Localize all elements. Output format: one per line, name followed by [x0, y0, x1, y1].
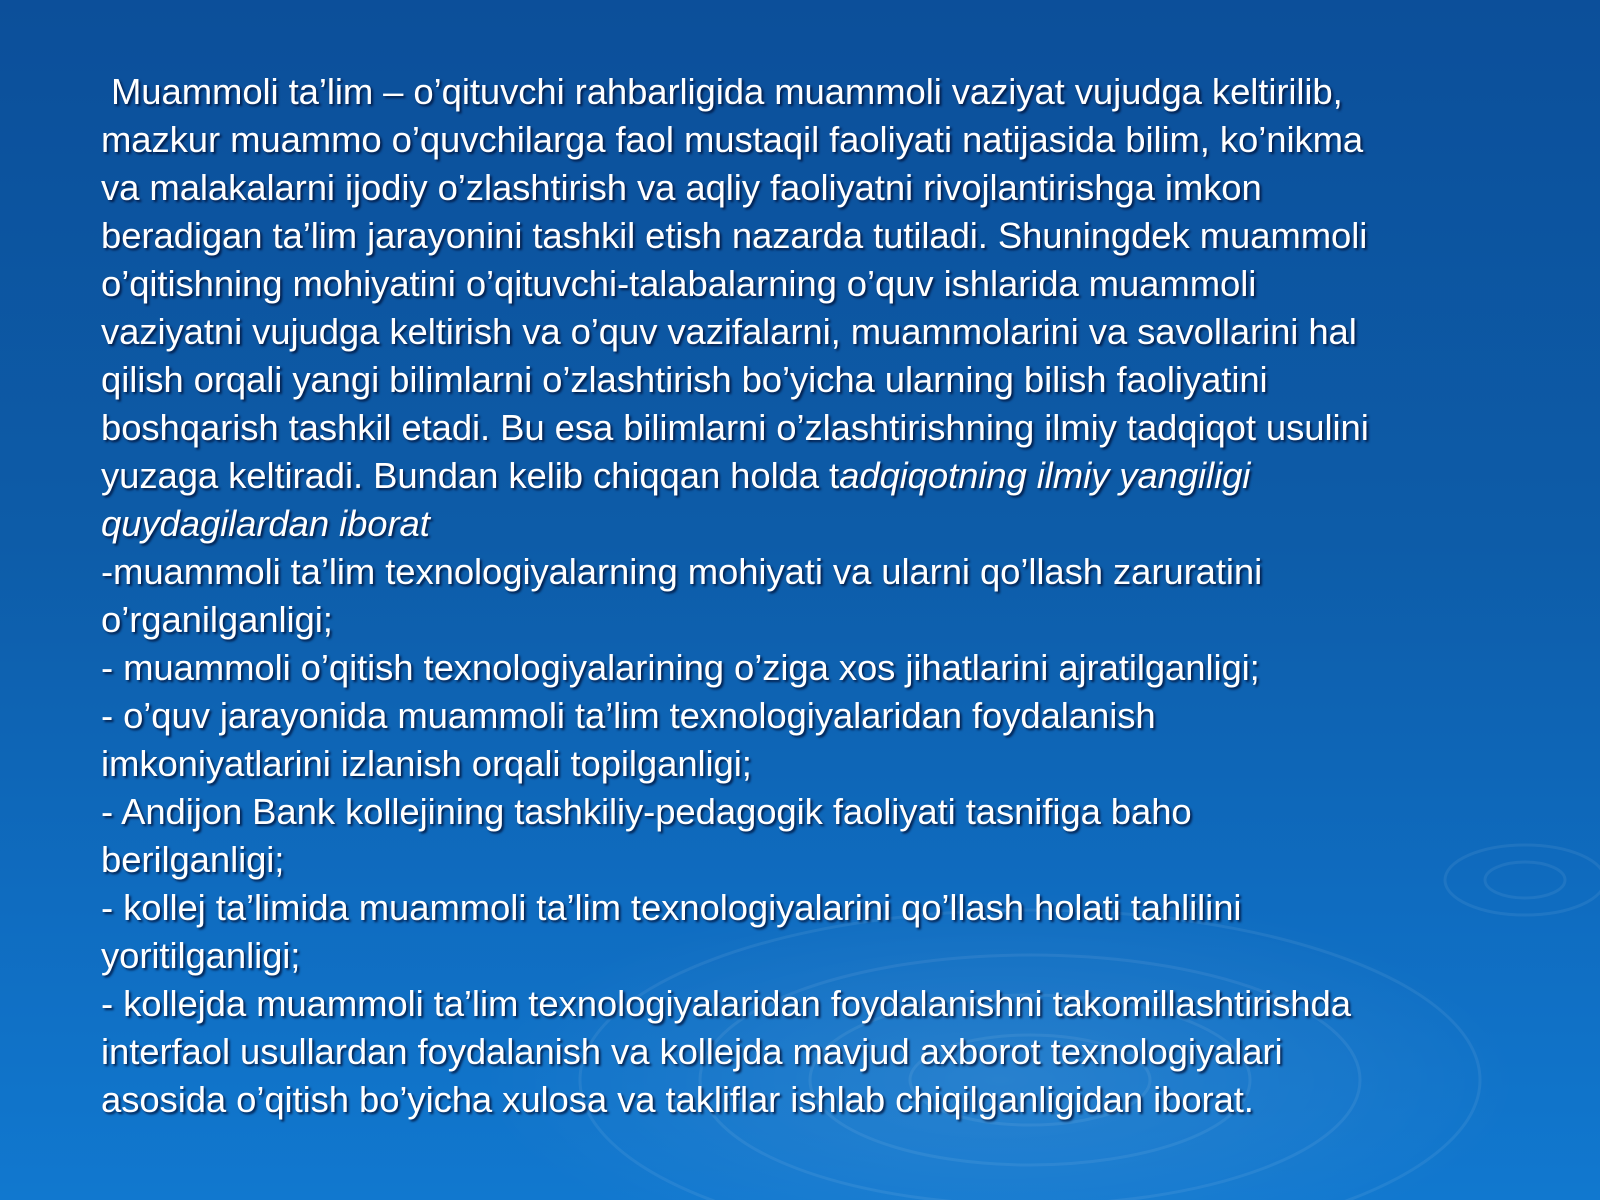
- paragraph-line: boshqarish tashkil etadi. Bu esa bilimlarni o’zlashtirishning ilmiy tadqiqot usulini: [101, 407, 1369, 448]
- paragraph-line: va malakalarni ijodiy o’zlashtirish va aqliy faoliyatni rivojlantirishga imkon: [101, 167, 1262, 208]
- paragraph-line: beradigan ta’lim jarayonini tashkil etish nazarda tutiladi. Shuningdek muammoli: [101, 215, 1368, 256]
- list-item-line: - muammoli o’qitish texnologiyalarining o’ziga xos jihatlarini ajratilganligi;: [101, 647, 1260, 688]
- paragraph-line: qilish orqali yangi bilimlarni o’zlashtirish bo’yicha ularning bilish faoliyatini: [101, 359, 1268, 400]
- slide-body-text: [101, 68, 1521, 1124]
- list-item-line: -muammoli ta’lim texnologiyalarning mohiyati va ularni qo’llash zaruratini: [101, 551, 1263, 592]
- paragraph-line: vaziyatni vujudga keltirish va o’quv vazifalarni, muammolarini va savollarini hal: [101, 311, 1357, 352]
- list-item-line: - kollej ta’limida muammoli ta’lim texnologiyalarini qo’llash holati tahlilini: [101, 887, 1242, 928]
- list-item-line: o’rganilganligi;: [101, 599, 333, 640]
- paragraph-line: Muammoli ta’lim – o’qituvchi rahbarligida muammoli vaziyat vujudga keltirilib,: [111, 71, 1343, 112]
- paragraph-line: mazkur muammo o’quvchilarga faol mustaqil faoliyati natijasida bilim, ko’nikma: [101, 119, 1364, 160]
- list-item-line: interfaol usullardan foydalanish va kollejda mavjud axborot texnologiyalari: [101, 1031, 1283, 1072]
- paragraph-text: yuzaga keltiradi. Bundan kelib chiqqan holda t: [101, 455, 840, 496]
- paragraph-line: o’qitishning mohiyatini o’qituvchi-talabalarning o’quv ishlarida muammoli: [101, 263, 1257, 304]
- paragraph-line-mixed: [101, 452, 1521, 500]
- list-item-line: asosida o’qitish bo’yicha xulosa va takliflar ishlab chiqilganligidan iborat.: [101, 1079, 1254, 1120]
- list-item-line: berilganligi;: [101, 839, 285, 880]
- emphasis-text: adqiqotning ilmiy yangiligi: [839, 455, 1251, 496]
- list-item-line: imkoniyatlarini izlanish orqali topilganligi;: [101, 743, 752, 784]
- list-item-line: yoritilganligi;: [101, 935, 301, 976]
- list-item-line: - Andijon Bank kollejining tashkiliy-pedagogik faoliyati tasnifiga baho: [101, 791, 1192, 832]
- list-item-line: - kollejda muammoli ta’lim texnologiyalaridan foydalanishni takomillashtirishda: [101, 983, 1351, 1024]
- list-item-line: - o’quv jarayonida muammoli ta’lim texnologiyalaridan foydalanish: [101, 695, 1156, 736]
- emphasis-line: quydagilardan iborat: [101, 503, 430, 544]
